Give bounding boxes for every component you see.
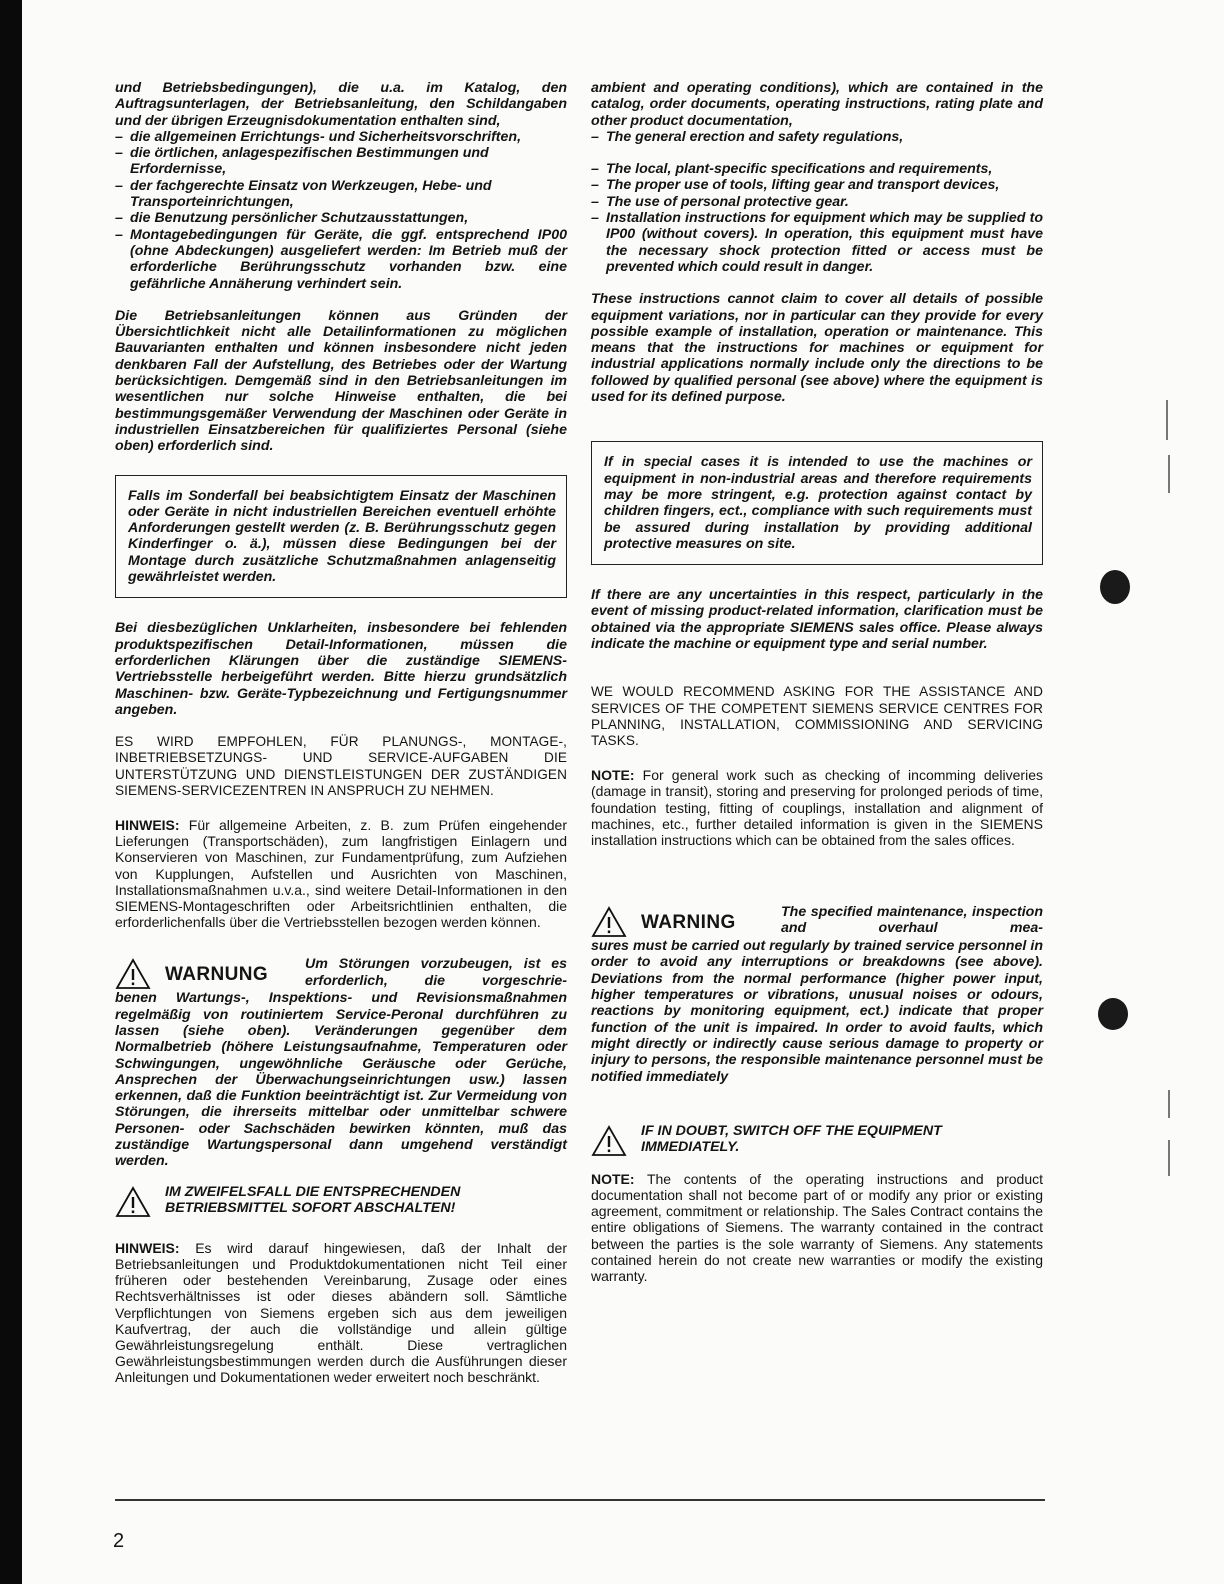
rule-item: – Installation instructions for equipment which may be supplied to IP00 (without covers). In operation, this equipment must have the necessary shock protection fitted or access must be prevented which could result in danger. (591, 210, 1043, 275)
note-label: HINWEIS: (115, 1239, 180, 1256)
rules-list (115, 129, 567, 292)
note-text: The contents of the operating instructions and product documentation shall not become part of or modify any prior or existing agreement, commitment or relationship. The Sales Contract contains the entire obligations of Siemens. The warranty contained in the contract between the parties is the sole warranty of Siemens. Any statements contained herein do not create new warranties or modify the existing warranty. (591, 1170, 1043, 1285)
warning-triangle-icon (591, 906, 627, 938)
intro-continued: und Betriebsbedingungen), die u.a. im Katalog, den Auftragsunterlagen, der Betriebsanleitung, den Schildangaben und der übrigen Erzeugnisdokumentation enthalten sind, (115, 80, 567, 129)
note-paragraph (115, 817, 567, 930)
special-case-box (591, 441, 1043, 565)
stop-instruction (115, 1184, 567, 1220)
special-case-text: Falls im Sonderfall bei beabsichtigtem Einsatz der Maschinen oder Geräte in nicht industriellen Bereichen eventuell erhöhte Anforderungen gestellt werden (z. B. Berührungsschutz gegen Kinderfinger o. ä.), müssen diese Bedingungen bei der Montage durch zusätzliche Schutzmaßnahmen anlagenseitig gewährleistet werden. (128, 487, 556, 586)
special-case-box (115, 475, 567, 599)
note-paragraph (591, 767, 1043, 848)
warning-header (591, 904, 1043, 950)
rule-item: – The proper use of tools, lifting gear and transport devices, (591, 177, 1043, 193)
rule-item: – The local, plant-specific specifications and requirements, (591, 161, 1043, 177)
warning-lead-text: Um Störungen vorzubeugen, ist es erforderlich, die vorgeschrie- (305, 956, 567, 989)
english-column (591, 80, 1043, 1284)
warning-body: benen Wartungs-, Inspektions- und Revisionsmaßnahmen regelmäßig von routiniertem Service-Peronal durchführen zu lassen (siehe oben). Veränderungen gegenüber dem Normalbetrieb (höhere Leistungsaufnahme, Temperaturen oder Schwingungen, ungewöhnliche Geräusche oder Gerüche, Ansprechen der Überwachungseinrichtungen usw.) lassen erkennen, daß die Funktion beeinträchtigt ist. Zur Vermeidung von Störungen, die ihrerseits mittelbar oder unmittelbar schwere Personen- oder Sachschäden bewirken könnten, muß das zuständige Wartungspersonal dann umgehend verständigt werden. (115, 990, 567, 1170)
scan-speck (1168, 455, 1170, 493)
warning-block (115, 956, 567, 1169)
warning-header (115, 956, 567, 1002)
scan-speck (1168, 1140, 1170, 1176)
warning-block (591, 904, 1043, 1085)
scope-paragraph: Die Betriebsanleitungen können aus Gründen der Übersichtlichkeit nicht alle Detailinformationen zu möglichen Bauvarianten enthalten und können insbesondere nicht jeden denkbaren Fall der Aufstellung, des Betriebes oder der Wartung berücksichtigen. Demgemäß sind in den Betriebsanleitungen im wesentlichen nur solche Hinweise enthalten, die bei bestimmungsgemäßer Verwendung der Maschinen oder Geräte in industriellen Einsatzbereichen für qualifiziertes Personal (siehe oben) erforderlich sind. (115, 307, 567, 455)
punch-hole-mark (1100, 570, 1130, 604)
rule-item: – die allgemeinen Errichtungs- und Sicherheitsvorschriften, (115, 129, 567, 145)
footer-rule (115, 1499, 1045, 1501)
scan-speck (1166, 400, 1168, 440)
warning-lead-text: The specified maintenance, inspection and overhaul mea- (781, 904, 1043, 937)
stop-text: IF IN DOUBT, SWITCH OFF THE EQUIPMENT IMMEDIATELY. (641, 1122, 942, 1156)
scan-binding-edge (0, 0, 22, 1584)
rule-item: – die Benutzung persönlicher Schutzausstattungen, (115, 210, 567, 226)
intro-continued: ambient and operating conditions), which are contained in the catalog, order documents, operating instructions, rating plate and other product documentation, (591, 80, 1043, 129)
note-label: NOTE: (591, 1170, 635, 1187)
rule-item: – die örtlichen, anlagespezifischen Bestimmungen und Erfordernisse, (115, 145, 567, 178)
recommendation-text: WE WOULD RECOMMEND ASKING FOR THE ASSISTANCE AND SERVICES OF THE COMPETENT SIEMENS SERVICE CENTRES FOR PLANNING, INSTALLATION, COMMISSIONING AND SERVICING TASKS. (591, 684, 1043, 748)
warning-label: WARNUNG (165, 964, 269, 986)
clarification-paragraph: Bei diesbezüglichen Unklarheiten, insbesondere bei fehlenden produktspezifischen Detail-Informationen, müssen die erforderlichen Klärungen über die zuständige SIEMENS-Vertriebsstelle herbeigeführt werden. Bitte hierzu grundsätzlich Maschinen- bzw. Geräte-Typbezeichnung und Fertigungsnummer angeben. (115, 620, 567, 718)
note-text: Für allgemeine Arbeiten, z. B. zum Prüfen eingehender Lieferungen (Transportschäden), zum langfristigen Einlagern und Konservieren von Maschinen, zur Fundamentprüfung, zum Aufziehen von Kupplungen, Aufstellen und Ausrichten von Maschinen, Installationsmaßnahmen u.v.a., sind weitere Detail-Informationen in den SIEMENS-Montageschriften oder Arbeitsrichtlinien enthalten, die erforderlichenfalls über die Vertriebsstellen bezogen werden können. (115, 816, 567, 931)
rules-list (591, 129, 1043, 275)
note-label: HINWEIS: (115, 816, 180, 833)
legal-note (591, 1171, 1043, 1284)
warning-body: sures must be carried out regularly by trained service personnel in order to avoid any interruptions or breakdowns (see above). Deviations from the normal performance (higher power input, higher temperatures or vibrations, unusual noises or odours, reactions by monitoring equipment, ect.) indicate that proper function of the unit is impaired. In order to avoid faults, which might directly or indirectly cause serious damage to property or injury to persons, the responsible maintenance personnel must be notified immediately (591, 938, 1043, 1085)
legal-note (115, 1240, 567, 1386)
stop-instruction (591, 1123, 1043, 1159)
recommendation-text: ES WIRD EMPFOHLEN, FÜR PLANUNGS-, MONTAGE-, INBETRIEBSETZUNGS- UND SERVICE-AUFGABEN DIE UNTERSTÜTZUNG UND DIENSTLEISTUNGEN DER ZUSTÄNDIGEN SIEMENS-SERVICEZENTREN IN ANSPRUCH ZU NEHMEN. (115, 734, 567, 798)
warning-triangle-icon (115, 958, 151, 990)
stop-text: IM ZWEIFELSFALL DIE ENTSPRECHENDEN BETRIEBSMITTEL SOFORT ABSCHALTEN! (165, 1183, 461, 1217)
warning-triangle-icon (115, 1186, 151, 1218)
page-number: 2 (113, 1530, 125, 1552)
clarification-paragraph: If there are any uncertainties in this respect, particularly in the event of missing product-related information, clarification must be obtained via the appropriate SIEMENS sales office. Please always indicate the machine or equipment type and serial number. (591, 587, 1043, 653)
scan-speck (1168, 1090, 1170, 1118)
rule-item: – The use of personal protective gear. (591, 194, 1043, 210)
punch-hole-mark (1098, 998, 1128, 1030)
scope-paragraph: These instructions cannot claim to cover all details of possible equipment variations, nor in particular can they provide for every possible example of installation, operation or maintenance. This means that the instructions for machines or equipment for industrial applications normally include only the directions to be followed by qualified personal (see above) where the equipment is used for its defined purpose. (591, 291, 1043, 406)
rule-item: – Montagebedingungen für Geräte, die ggf. entsprechend IP00 (ohne Abdeckungen) ausgeliefert werden: Im Betrieb muß der erforderliche Berührungsschutz vorhanden bzw. eine gefährliche Annäherung verhindert sein. (115, 227, 567, 292)
note-text: For general work such as checking of incomming deliveries (damage in transit), storing and preserving for prolonged periods of time, foundation testing, fitting of couplings, installation and alignment of machines, etc., further detailed information is given in the SIEMENS installation instructions which can be obtained from the sales offices. (591, 767, 1043, 848)
note-text: Es wird darauf hingewiesen, daß der Inhalt der Betriebsanleitungen und Produktdokumentationen nicht Teil einer früheren oder bestehenden Vereinbarung, Zusage oder eines Rechtsverhältnisses ist oder dieses abändern soll. Sämtliche Verpflichtungen von Siemens ergeben sich aus dem jeweiligen Kaufvertrag, der auch die vollständige und allein gültige Gewährleistungsregelung enthält. Diese vertraglichen Gewährleistungsbestimmungen werden durch die Ausführungen dieser Anleitungen und Dokumentationen weder erweitert noch beschränkt. (115, 1239, 567, 1386)
german-column (115, 80, 567, 1386)
rule-item: – der fachgerechte Einsatz von Werkzeugen, Hebe- und Transporteinrichtungen, (115, 178, 567, 211)
special-case-text: If in special cases it is intended to use the machines or equipment in non-industrial areas and therefore requirements may be more stringent, e.g. protection against contact by children fingers, ect., compliance with such requirements must be assured during installation by providing additional protective measures on site. (604, 454, 1032, 552)
warning-triangle-icon (591, 1125, 627, 1157)
warning-label: WARNING (641, 912, 736, 934)
note-label: NOTE: (591, 767, 635, 784)
rule-item: – The general erection and safety regulations, (591, 129, 1043, 145)
